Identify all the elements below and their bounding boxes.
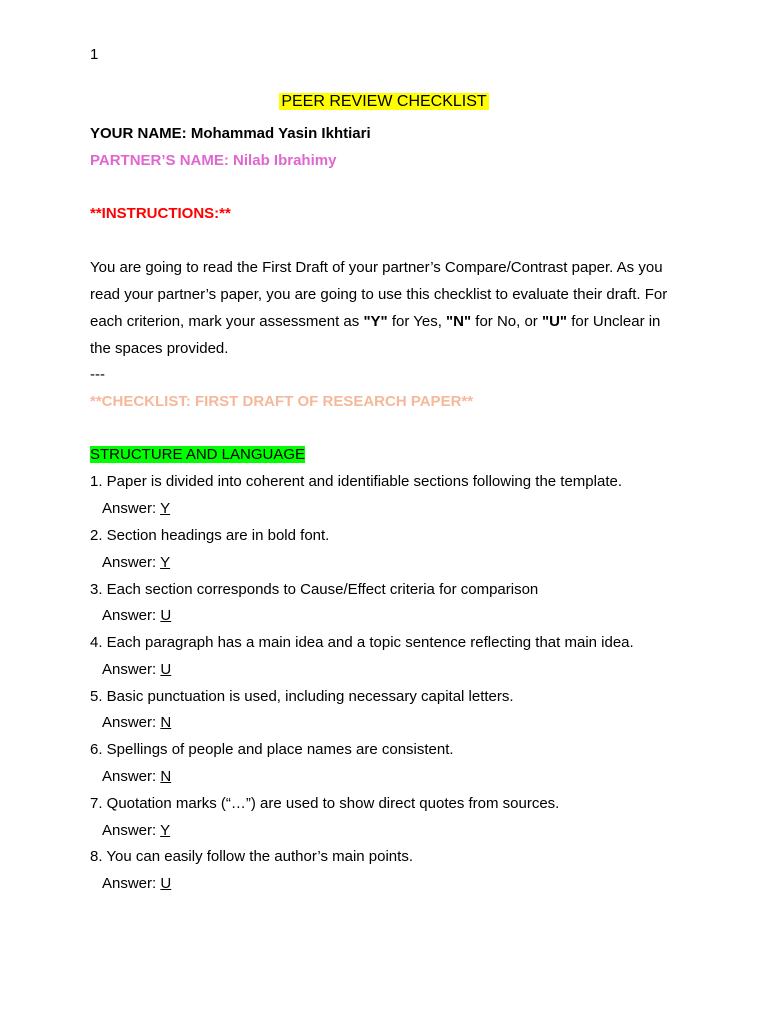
answer-line (90, 874, 171, 894)
instructions-text-1: You are going to read the First Draft of your partner’s Compare/Contrast paper. As you read your partner’s paper, you are going to use this checklist to evaluate their draft. For each criterion, mark your assessment as (90, 259, 668, 330)
checklist-heading: **CHECKLIST: FIRST DRAFT OF RESEARCH PAPER** (90, 393, 474, 410)
checklist-item: 5. Basic punctuation is used, including necessary capital letters. (90, 688, 514, 705)
answer-line (90, 606, 171, 626)
answer-value[interactable]: U (160, 607, 172, 624)
answer-value[interactable]: U (160, 875, 172, 892)
answer-line (90, 660, 171, 680)
answer-label: Answer: (102, 554, 161, 571)
answer-label: Answer: (102, 500, 161, 517)
document-title: PEER REVIEW CHECKLIST (281, 93, 487, 110)
instructions-paragraph (90, 254, 680, 362)
answer-value[interactable]: N (160, 714, 172, 731)
section-heading-text: STRUCTURE AND LANGUAGE (90, 446, 306, 463)
answer-line (90, 713, 171, 733)
partner-name: PARTNER’S NAME: Nilab Ibrahimy (90, 152, 337, 169)
answer-value[interactable]: Y (160, 822, 171, 839)
answer-label: Answer: (102, 661, 161, 678)
separator: --- (90, 366, 105, 383)
answer-line (90, 821, 170, 841)
answer-line (90, 553, 170, 573)
answer-value[interactable]: Y (160, 554, 171, 571)
answer-value[interactable]: Y (160, 500, 171, 517)
section-heading (90, 445, 305, 465)
answer-line (90, 767, 171, 787)
instructions-heading: **INSTRUCTIONS:** (90, 205, 231, 222)
checklist-item: 3. Each section corresponds to Cause/Effect criteria for comparison (90, 581, 539, 598)
answer-value[interactable]: N (160, 768, 172, 785)
instructions-text-2: for Yes, (387, 313, 447, 330)
no-code: "N" (446, 313, 472, 330)
answer-label: Answer: (102, 714, 161, 731)
checklist-item: 2. Section headings are in bold font. (90, 527, 330, 544)
your-name: YOUR NAME: Mohammad Yasin Ikhtiari (90, 125, 371, 142)
answer-line (90, 499, 170, 519)
unclear-code: "U" (541, 313, 568, 330)
answer-label: Answer: (102, 822, 161, 839)
checklist-item: 6. Spellings of people and place names are consistent. (90, 741, 454, 758)
instructions-text-3: for No, or (471, 313, 542, 330)
page-number: 1 (90, 46, 99, 63)
answer-label: Answer: (102, 607, 161, 624)
checklist-item: 7. Quotation marks (“…”) are used to show direct quotes from sources. (90, 795, 560, 812)
answer-label: Answer: (102, 875, 161, 892)
yes-code: "Y" (363, 313, 388, 330)
checklist-item: 8. You can easily follow the author’s main points. (90, 848, 413, 865)
title-container (0, 93, 768, 111)
answer-label: Answer: (102, 768, 161, 785)
instructions-text-4: for Unclear in the spaces provided. (90, 313, 661, 357)
checklist-item: 1. Paper is divided into coherent and identifiable sections following the template. (90, 473, 622, 490)
answer-value[interactable]: U (160, 661, 172, 678)
checklist-item: 4. Each paragraph has a main idea and a topic sentence reflecting that main idea. (90, 634, 634, 651)
